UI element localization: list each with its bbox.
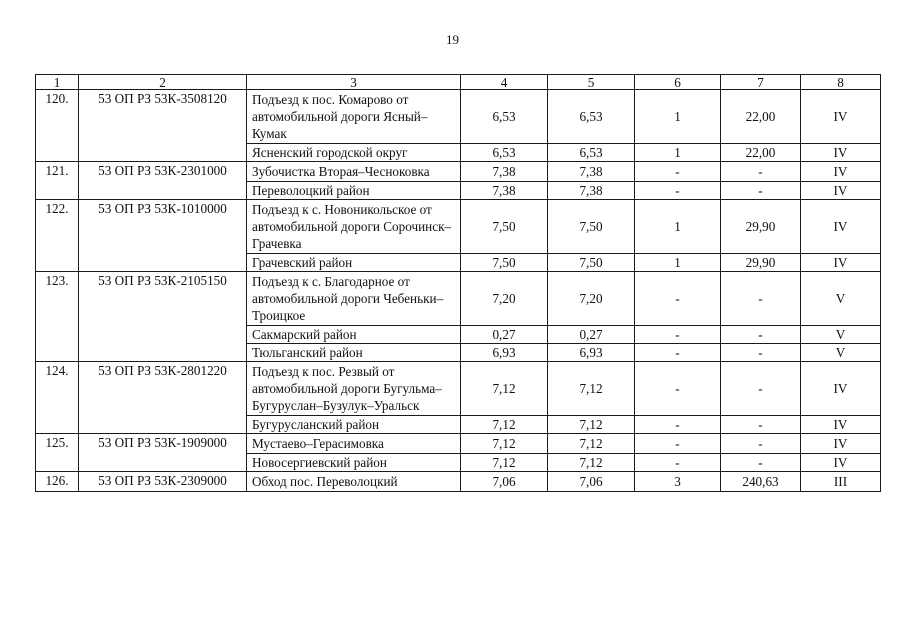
entry-number: 125. xyxy=(36,434,79,472)
district-lanes: 1 xyxy=(635,254,721,272)
district-category-length: - xyxy=(721,182,801,200)
entry-number: 123. xyxy=(36,272,79,362)
entry-number: 121. xyxy=(36,162,79,200)
header-cell-6: 6 xyxy=(635,75,721,90)
road-category-length: - xyxy=(721,272,801,326)
road-code: 53 ОП РЗ 53К-2801220 xyxy=(79,362,247,434)
district-category: IV xyxy=(801,254,881,272)
district-length-total: 7,12 xyxy=(461,454,548,472)
road-length-total: 7,20 xyxy=(461,272,548,326)
district-length-asphalt: 0,27 xyxy=(548,326,635,344)
district-length-asphalt: 7,50 xyxy=(548,254,635,272)
road-length-total: 7,50 xyxy=(461,200,548,254)
road-row xyxy=(36,472,881,492)
road-lanes: - xyxy=(635,272,721,326)
header-row xyxy=(36,75,881,90)
road-category-length: - xyxy=(721,162,801,182)
road-name: Подъезд к с. Новоникольское от автомобильной дороги Сорочинск–Грачевка xyxy=(247,200,461,254)
district-category: IV xyxy=(801,144,881,162)
district-lanes: - xyxy=(635,344,721,362)
district-length-asphalt: 7,38 xyxy=(548,182,635,200)
road-length-asphalt: 7,38 xyxy=(548,162,635,182)
road-lanes: 3 xyxy=(635,472,721,492)
road-category-length: 29,90 xyxy=(721,200,801,254)
header-cell-7: 7 xyxy=(721,75,801,90)
road-category-length: - xyxy=(721,362,801,416)
road-lanes: - xyxy=(635,362,721,416)
district-lanes: - xyxy=(635,416,721,434)
district-name: Тюльганский район xyxy=(247,344,461,362)
road-row xyxy=(36,200,881,254)
district-name: Грачевский район xyxy=(247,254,461,272)
road-name: Мустаево–Герасимовка xyxy=(247,434,461,454)
header-cell-8: 8 xyxy=(801,75,881,90)
district-category: V xyxy=(801,344,881,362)
road-category: III xyxy=(801,472,881,492)
road-category-length: - xyxy=(721,434,801,454)
header-cell-2: 2 xyxy=(79,75,247,90)
road-row xyxy=(36,434,881,454)
district-category-length: - xyxy=(721,344,801,362)
entry-number: 120. xyxy=(36,90,79,162)
road-length-asphalt: 7,50 xyxy=(548,200,635,254)
district-length-total: 7,38 xyxy=(461,182,548,200)
road-category: V xyxy=(801,272,881,326)
road-row xyxy=(36,162,881,182)
district-category: IV xyxy=(801,416,881,434)
road-length-asphalt: 6,53 xyxy=(548,90,635,144)
road-code: 53 ОП РЗ 53К-1909000 xyxy=(79,434,247,472)
road-length-total: 7,12 xyxy=(461,362,548,416)
entry-number: 124. xyxy=(36,362,79,434)
district-category-length: 29,90 xyxy=(721,254,801,272)
district-length-total: 6,53 xyxy=(461,144,548,162)
road-code: 53 ОП РЗ 53К-2301000 xyxy=(79,162,247,200)
road-name: Подъезд к с. Благодарное от автомобильной дороги Чебеньки–Троицкое xyxy=(247,272,461,326)
road-name: Подъезд к пос. Резвый от автомобильной дороги Бугульма–Бугуруслан–Бузулук–Уральск xyxy=(247,362,461,416)
district-category-length: - xyxy=(721,454,801,472)
road-name: Подъезд к пос. Комарово от автомобильной дороги Ясный–Кумак xyxy=(247,90,461,144)
road-code: 53 ОП РЗ 53К-2309000 xyxy=(79,472,247,492)
district-category: IV xyxy=(801,454,881,472)
district-lanes: - xyxy=(635,454,721,472)
entry-number: 126. xyxy=(36,472,79,492)
road-length-asphalt: 7,12 xyxy=(548,362,635,416)
header-cell-4: 4 xyxy=(461,75,548,90)
district-length-total: 7,12 xyxy=(461,416,548,434)
road-length-asphalt: 7,12 xyxy=(548,434,635,454)
road-category-length: 240,63 xyxy=(721,472,801,492)
road-row xyxy=(36,90,881,144)
district-length-total: 7,50 xyxy=(461,254,548,272)
road-length-total: 7,12 xyxy=(461,434,548,454)
road-category: IV xyxy=(801,362,881,416)
road-lanes: 1 xyxy=(635,200,721,254)
district-length-asphalt: 6,53 xyxy=(548,144,635,162)
road-category-length: 22,00 xyxy=(721,90,801,144)
district-length-total: 0,27 xyxy=(461,326,548,344)
road-code: 53 ОП РЗ 53К-3508120 xyxy=(79,90,247,162)
header-cell-5: 5 xyxy=(548,75,635,90)
road-row xyxy=(36,362,881,416)
road-length-asphalt: 7,06 xyxy=(548,472,635,492)
road-row xyxy=(36,272,881,326)
road-lanes: 1 xyxy=(635,90,721,144)
district-name: Переволоцкий район xyxy=(247,182,461,200)
district-category-length: - xyxy=(721,326,801,344)
district-category-length: 22,00 xyxy=(721,144,801,162)
entry-number: 122. xyxy=(36,200,79,272)
district-name: Ясненский городской округ xyxy=(247,144,461,162)
road-name: Зубочистка Вторая–Чесноковка xyxy=(247,162,461,182)
district-category: V xyxy=(801,326,881,344)
district-name: Новосергиевский район xyxy=(247,454,461,472)
road-register-table xyxy=(35,74,881,492)
district-length-total: 6,93 xyxy=(461,344,548,362)
road-length-total: 6,53 xyxy=(461,90,548,144)
district-lanes: - xyxy=(635,182,721,200)
page-number: 19 xyxy=(446,32,459,47)
road-category: IV xyxy=(801,90,881,144)
district-category: IV xyxy=(801,182,881,200)
road-name: Обход пос. Переволоцкий xyxy=(247,472,461,492)
district-name: Бугурусланский район xyxy=(247,416,461,434)
road-length-total: 7,06 xyxy=(461,472,548,492)
header-cell-3: 3 xyxy=(247,75,461,90)
district-length-asphalt: 6,93 xyxy=(548,344,635,362)
road-code: 53 ОП РЗ 53К-1010000 xyxy=(79,200,247,272)
district-name: Сакмарский район xyxy=(247,326,461,344)
district-lanes: 1 xyxy=(635,144,721,162)
header-cell-1: 1 xyxy=(36,75,79,90)
district-length-asphalt: 7,12 xyxy=(548,416,635,434)
district-lanes: - xyxy=(635,326,721,344)
road-length-asphalt: 7,20 xyxy=(548,272,635,326)
district-category-length: - xyxy=(721,416,801,434)
road-category: IV xyxy=(801,200,881,254)
road-category: IV xyxy=(801,162,881,182)
road-length-total: 7,38 xyxy=(461,162,548,182)
district-length-asphalt: 7,12 xyxy=(548,454,635,472)
road-lanes: - xyxy=(635,434,721,454)
road-code: 53 ОП РЗ 53К-2105150 xyxy=(79,272,247,362)
road-lanes: - xyxy=(635,162,721,182)
road-category: IV xyxy=(801,434,881,454)
